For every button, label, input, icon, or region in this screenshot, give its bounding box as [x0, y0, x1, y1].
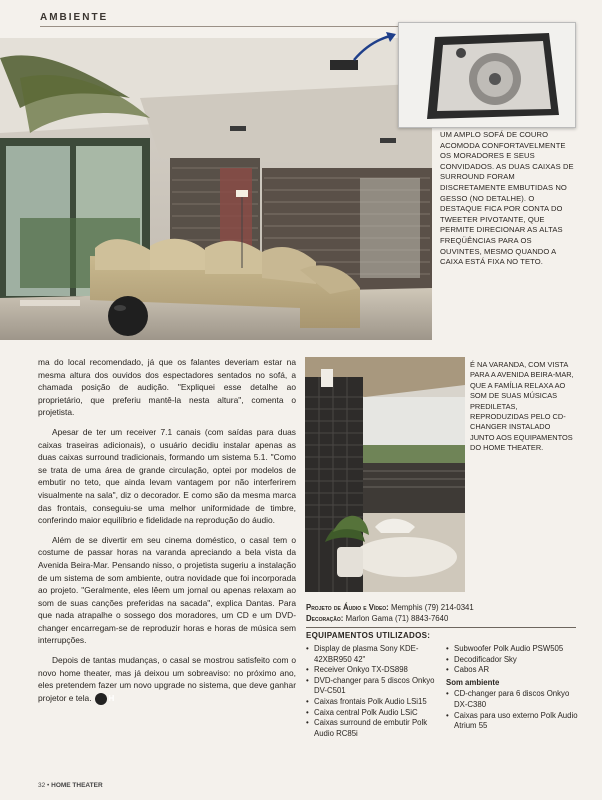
body-paragraph-4-text: Depois de tantas mudanças, o casal se mostrou satisfeito com o novo home theater, mas já deixou um sobreaviso: no próximo ano, eles pretendem fazer um novo upgrade no sistema, que deve ganhar projetor e tela. — [38, 655, 296, 703]
body-paragraph-2: Apesar de ter um receiver 7.1 canais (com saídas para duas caixas traseiras adicionais), o usuário decidiu instalar apenas as duas caixas surround tradicionais, formando um sistema 5.1. "Como se trata de uma área de grande circulação, optei por modelos de embutir no teto, que ainda levam vantagem por não interferirem visualmente na sala", diz o decorador. E como são da mesma marca das frontais, conseguiu-se uma melhor uniformidade de timbre, conferindo maior equilíbrio e fidelidade na reprodução do áudio. — [38, 426, 296, 526]
ambient-sound-title: Som ambiente — [446, 677, 500, 687]
equipment-item: • Caixas surround de embutir Polk Audio RC85i — [306, 718, 444, 739]
credits-block — [306, 602, 576, 624]
equipment-item: • DVD-changer para 5 discos Onkyo DV-C501 — [306, 676, 444, 697]
arrow-icon — [350, 30, 400, 64]
credit-decor — [306, 613, 576, 624]
page-number: 32 — [38, 782, 46, 789]
credit-project — [306, 602, 576, 613]
equipment-item: • Caixa central Polk Audio LSiC — [306, 708, 444, 719]
caption-living-room: UM AMPLO SOFÁ DE COURO ACOMODA CONFORTAVELMENTE OS MORADORES E SEUS CONVIDADOS. AS DUAS CAIXAS DE SURROUND FORAM DISCRETAMENTE EMBUTIDAS NO GESSO (NO DETALHE). O DESTAQUE FICA POR CONTA DO TWEETER PIVOTANTE, QUE PERMITE DIRECIONAR AS ALTAS FREQÜÊNCIAS PARA OS OUVINTES, MESMO QUANDO A CAIXA ESTÁ FIXA NO TETO. — [440, 130, 574, 267]
equipment-item: • Cabos AR — [446, 665, 578, 676]
equipment-item: • Caixas para uso externo Polk Audio Atrium 55 — [446, 711, 578, 732]
equipment-item: • CD-changer para 6 discos Onkyo DX-C380 — [446, 689, 578, 710]
equipment-item: • Caixas frontais Polk Audio LSi15 — [306, 697, 444, 708]
balcony-photo — [305, 357, 465, 592]
equipment-item: • Display de plasma Sony KDE-42XBR950 42" — [306, 644, 444, 665]
living-room-photo — [0, 38, 432, 340]
equipment-item: • Receiver Onkyo TX-DS898 — [306, 665, 444, 676]
equipment-title: EQUIPAMENTOS UTILIZADOS: — [306, 631, 431, 640]
credit-project-label: Projeto de Áudio e Vídeo: — [306, 603, 389, 612]
speaker-detail-photo — [398, 22, 576, 128]
body-paragraph-4 — [38, 654, 296, 705]
body-paragraph-1: ma do local recomendado, já que os falantes deveriam estar na mesma altura dos ouvidos dos espectadores sentados no sofá, a chamada posição de audição. "Expliquei esse detalhe ao proprietário, que preferiu mantê-la nesta altura", comenta o projetista. — [38, 357, 296, 418]
equipment-item: • Subwoofer Polk Audio PSW505 — [446, 644, 578, 655]
end-mark-icon: H — [95, 693, 107, 705]
credit-decor-label: Decoração: — [306, 614, 344, 623]
credit-decor-value: Marlon Gama (71) 8843-7640 — [345, 614, 449, 623]
credits-divider — [306, 627, 576, 628]
magazine-name: HOME THEATER — [51, 782, 103, 789]
credit-project-value: Memphis (79) 214-0341 — [390, 603, 474, 612]
equipment-item: • Decodificador Sky — [446, 655, 578, 666]
equipment-list-b — [446, 644, 578, 732]
body-paragraph-3: Além de se divertir em seu cinema doméstico, o casal tem o costume de passar horas na varanda apreciando a bela vista da Avenida Beira-Mar. Pensando nisso, o projetista sugeriu a instalação de um sistema de som ambiente, outra novidade que foi incorporada ao projeto. "Geralmente, eles lêem um jornal ou apenas relaxam ao som de suas canções preferidas na sacada", explica Dantas. Para que nada atrapalhe o sossego dos moradores, um CD e um DVD-changer encarregam-se de reproduzir horas e horas de música sem interrupções. — [38, 534, 296, 646]
equipment-list-a — [306, 644, 444, 739]
section-label: AMBIENTE — [40, 12, 109, 23]
page-footer: 32 • HOME THEATER — [38, 782, 103, 789]
article-body — [38, 356, 296, 705]
caption-balcony: É NA VARANDA, COM VISTA PARA A AVENIDA BEIRA-MAR, QUE A FAMÍLIA RELAXA AO SOM DE SUAS MÚSICAS PREDILETAS, REPRODUZIDAS PELO CD-CHANGER INSTALADO JUNTO AOS EQUIPAMENTOS DO HOME THEATER. — [470, 360, 574, 453]
